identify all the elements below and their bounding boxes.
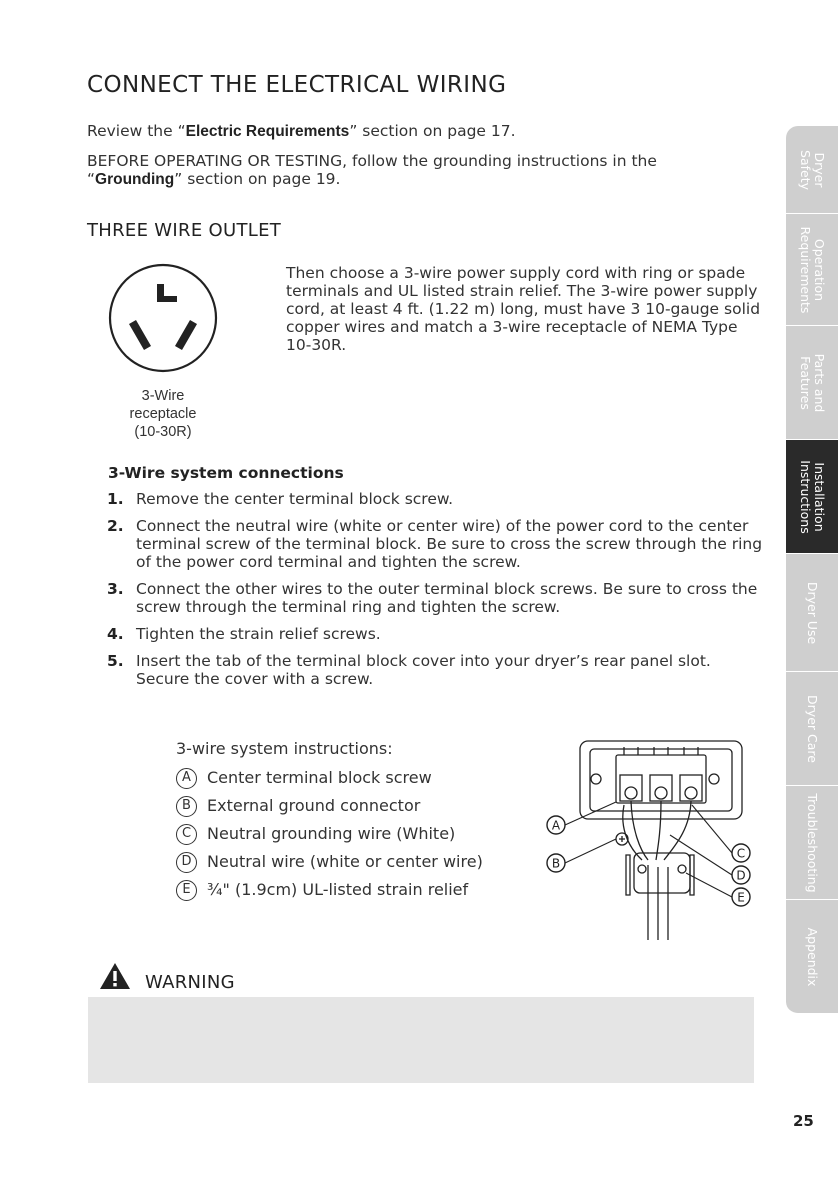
tab-dryer-care[interactable]: Dryer Care	[786, 672, 838, 786]
warning-heading: WARNING	[145, 972, 235, 993]
list-item: 4. Tighten the strain relief screws.	[107, 625, 381, 643]
legend-item: A Center terminal block screw	[176, 764, 483, 792]
tab-appendix[interactable]: Appendix	[786, 900, 838, 1014]
tab-installation-instructions[interactable]: Installation Instructions	[786, 440, 838, 554]
page-number: 25	[793, 1112, 814, 1130]
warning-icon	[98, 961, 132, 991]
receptacle-diagram	[107, 262, 219, 374]
legend-item: D Neutral wire (white or center wire)	[176, 848, 483, 876]
connections-title: 3-Wire system connections	[108, 464, 344, 482]
legend-item: E ¾" (1.9cm) UL-listed strain relief	[176, 876, 483, 904]
intro-paragraph-1: Review the “Electric Requirements” section on page 17.	[87, 122, 516, 140]
terminal-block-diagram	[540, 735, 766, 945]
legend-item: C Neutral grounding wire (White)	[176, 820, 483, 848]
list-item: 5. Insert the tab of the terminal block cover into your dryer’s rear panel slot. Secure the cover with a screw.	[107, 652, 711, 688]
letter-b-badge: B	[176, 796, 197, 817]
diagram-label-e: E	[737, 890, 745, 905]
diagram-label-a: A	[551, 818, 561, 833]
letter-d-badge: D	[176, 852, 197, 873]
letter-e-badge: E	[176, 880, 197, 901]
list-item: 3. Connect the other wires to the outer terminal block screws. Be sure to cross the screw through the terminal ring and tighten the screw.	[107, 580, 758, 616]
diagram-label-d: D	[736, 868, 746, 883]
section-title: THREE WIRE OUTLET	[87, 220, 282, 241]
warning-box	[88, 997, 754, 1083]
letter-a-badge: A	[176, 768, 197, 789]
tab-operation-requirements[interactable]: Operation Requirements	[786, 214, 838, 326]
tab-troubleshooting[interactable]: Troubleshooting	[786, 786, 838, 900]
list-item: 2. Connect the neutral wire (white or center wire) of the power cord to the center terminal screw of the terminal block. Be sure to cross the screw through the ring of the power cord terminal and tighten the screw.	[107, 517, 763, 571]
tab-parts-and-features[interactable]: Parts and Features	[786, 326, 838, 440]
legend-item: B External ground connector	[176, 792, 483, 820]
list-item: 1. Remove the center terminal block screw.	[107, 490, 454, 508]
intro-paragraph-2: BEFORE OPERATING OR TESTING, follow the grounding instructions in the “Grounding” section on page 19.	[87, 152, 657, 188]
tab-dryer-safety[interactable]: Dryer Safety	[786, 126, 838, 214]
cord-paragraph: Then choose a 3-wire power supply cord with ring or spade terminals and UL listed strain relief. The 3-wire power supply cord, at least 4 ft. (1.22 m) long, must have 3 10-gauge solid copper wires and match a 3-wire receptacle of NEMA Type 10-30R.	[286, 264, 761, 354]
tab-dryer-use[interactable]: Dryer Use	[786, 554, 838, 672]
receptacle-caption: 3-Wire receptacle (10-30R)	[129, 388, 197, 440]
page-title: CONNECT THE ELECTRICAL WIRING	[87, 72, 507, 98]
diagram-label-c: C	[736, 846, 746, 861]
letter-c-badge: C	[176, 824, 197, 845]
diagram-label-b: B	[551, 856, 561, 871]
legend	[176, 764, 483, 904]
steps-list	[107, 490, 767, 697]
legend-title: 3-wire system instructions:	[176, 739, 393, 758]
